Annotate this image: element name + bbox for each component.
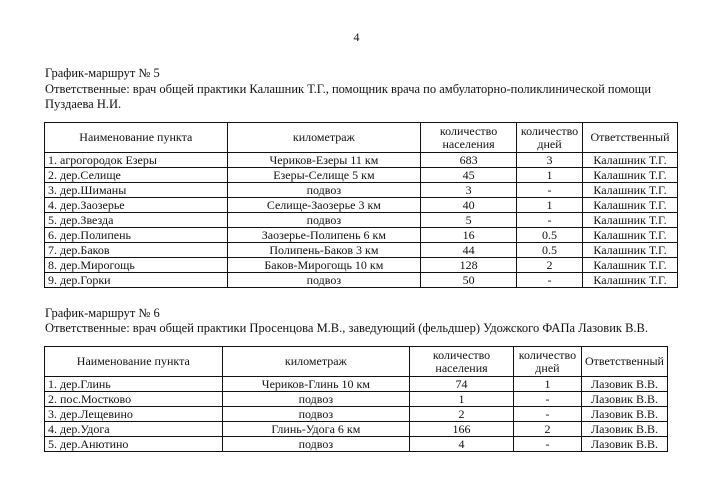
route-6-responsible-line1: Ответственные: врач общей практики Просенцова М.В., заведующий (фельдшер) Удожского ФАПа Лазовик В.В.: [45, 321, 649, 335]
cell-point-name: 6. дер.Полипень: [45, 228, 228, 243]
cell-point-name: 1. агрогородок Езеры: [45, 153, 228, 168]
cell-days: 0.5: [517, 228, 583, 243]
header-distance: километраж: [227, 123, 421, 153]
cell-days: 0.5: [517, 243, 583, 258]
cell-days: 3: [517, 153, 583, 168]
cell-population: 683: [421, 153, 517, 168]
cell-days: -: [517, 213, 583, 228]
cell-population: 50: [421, 273, 517, 288]
header-point-name: Наименование пункта: [45, 347, 223, 377]
cell-responsible: Калашник Т.Г.: [583, 213, 678, 228]
table-row: [45, 258, 678, 273]
cell-population: 5: [421, 213, 517, 228]
cell-population: 44: [421, 243, 517, 258]
cell-days: 2: [517, 258, 583, 273]
route-6-title: График-маршрут № 6: [45, 306, 160, 320]
table-row: [45, 228, 678, 243]
route-5-responsible-line2: Пуздаева Н.И.: [45, 97, 122, 111]
cell-distance: Езеры-Селище 5 км: [227, 168, 421, 183]
header-population: количество населения: [421, 123, 517, 153]
cell-responsible: Лазовик В.В.: [581, 407, 667, 422]
table-row: [45, 213, 678, 228]
cell-distance: подвоз: [227, 273, 421, 288]
cell-responsible: Калашник Т.Г.: [583, 183, 678, 198]
cell-responsible: Лазовик В.В.: [581, 422, 667, 437]
cell-population: 74: [410, 377, 514, 392]
cell-responsible: Калашник Т.Г.: [583, 168, 678, 183]
cell-responsible: Калашник Т.Г.: [583, 153, 678, 168]
cell-responsible: Калашник Т.Г.: [583, 198, 678, 213]
cell-point-name: 3. дер.Лещевино: [45, 407, 223, 422]
table-row: [45, 243, 678, 258]
page-number: 4: [353, 30, 360, 44]
header-responsible: Ответственный: [583, 123, 678, 153]
header-population: количество населения: [410, 347, 514, 377]
table-row: [45, 407, 668, 422]
table-row: [45, 153, 678, 168]
cell-point-name: 2. пос.Мостково: [45, 392, 223, 407]
cell-population: 128: [421, 258, 517, 273]
cell-population: 166: [410, 422, 514, 437]
cell-days: -: [513, 407, 581, 422]
cell-point-name: 4. дер.Удога: [45, 422, 223, 437]
cell-distance: Заозерье-Полипень 6 км: [227, 228, 421, 243]
route-5-responsible-line1: Ответственные: врач общей практики Калашник Т.Г., помощник врача по амбулаторно-поликлинической помощи: [45, 82, 652, 96]
cell-distance: подвоз: [222, 392, 410, 407]
table-row: [45, 377, 668, 392]
table-row: [45, 392, 668, 407]
cell-days: 1: [513, 377, 581, 392]
table-row: [45, 183, 678, 198]
cell-distance: Баков-Мирогощь 10 км: [227, 258, 421, 273]
cell-point-name: 4. дер.Заозерье: [45, 198, 228, 213]
cell-days: -: [517, 273, 583, 288]
cell-point-name: 3. дер.Шиманы: [45, 183, 228, 198]
cell-distance: Полипень-Баков 3 км: [227, 243, 421, 258]
cell-distance: подвоз: [227, 183, 421, 198]
cell-responsible: Лазовик В.В.: [581, 392, 667, 407]
cell-distance: подвоз: [222, 437, 410, 452]
cell-distance: Чериков-Езеры 11 км: [227, 153, 421, 168]
cell-days: 1: [517, 168, 583, 183]
cell-responsible: Калашник Т.Г.: [583, 273, 678, 288]
header-days: количество дней: [513, 347, 581, 377]
cell-days: -: [517, 183, 583, 198]
cell-days: -: [513, 437, 581, 452]
route-6-table: [44, 346, 668, 452]
header-point-name: Наименование пункта: [45, 123, 228, 153]
table-row: [45, 437, 668, 452]
cell-responsible: Калашник Т.Г.: [583, 258, 678, 273]
cell-population: 3: [421, 183, 517, 198]
header-responsible: Ответственный: [581, 347, 667, 377]
cell-population: 1: [410, 392, 514, 407]
cell-distance: Селище-Заозерье 3 км: [227, 198, 421, 213]
cell-days: 1: [517, 198, 583, 213]
cell-point-name: 2. дер.Селище: [45, 168, 228, 183]
route-5-table: [44, 122, 678, 288]
table-row: [45, 168, 678, 183]
cell-responsible: Лазовик В.В.: [581, 377, 667, 392]
header-days: количество дней: [517, 123, 583, 153]
cell-population: 45: [421, 168, 517, 183]
cell-point-name: 9. дер.Горки: [45, 273, 228, 288]
cell-point-name: 5. дер.Звезда: [45, 213, 228, 228]
cell-responsible: Лазовик В.В.: [581, 437, 667, 452]
cell-days: 2: [513, 422, 581, 437]
cell-distance: подвоз: [227, 213, 421, 228]
cell-population: 40: [421, 198, 517, 213]
cell-point-name: 7. дер.Баков: [45, 243, 228, 258]
cell-responsible: Калашник Т.Г.: [583, 243, 678, 258]
route-5-title: График-маршрут № 5: [45, 66, 160, 80]
cell-distance: подвоз: [222, 407, 410, 422]
cell-days: -: [513, 392, 581, 407]
table-row: [45, 273, 678, 288]
cell-population: 4: [410, 437, 514, 452]
cell-point-name: 5. дер.Анютино: [45, 437, 223, 452]
cell-point-name: 8. дер.Мирогощь: [45, 258, 228, 273]
cell-population: 16: [421, 228, 517, 243]
cell-distance: Глинь-Удога 6 км: [222, 422, 410, 437]
table-row: [45, 422, 668, 437]
cell-point-name: 1. дер.Глинь: [45, 377, 223, 392]
table-row: [45, 198, 678, 213]
cell-distance: Чериков-Глинь 10 км: [222, 377, 410, 392]
cell-population: 2: [410, 407, 514, 422]
cell-responsible: Калашник Т.Г.: [583, 228, 678, 243]
header-distance: километраж: [222, 347, 410, 377]
